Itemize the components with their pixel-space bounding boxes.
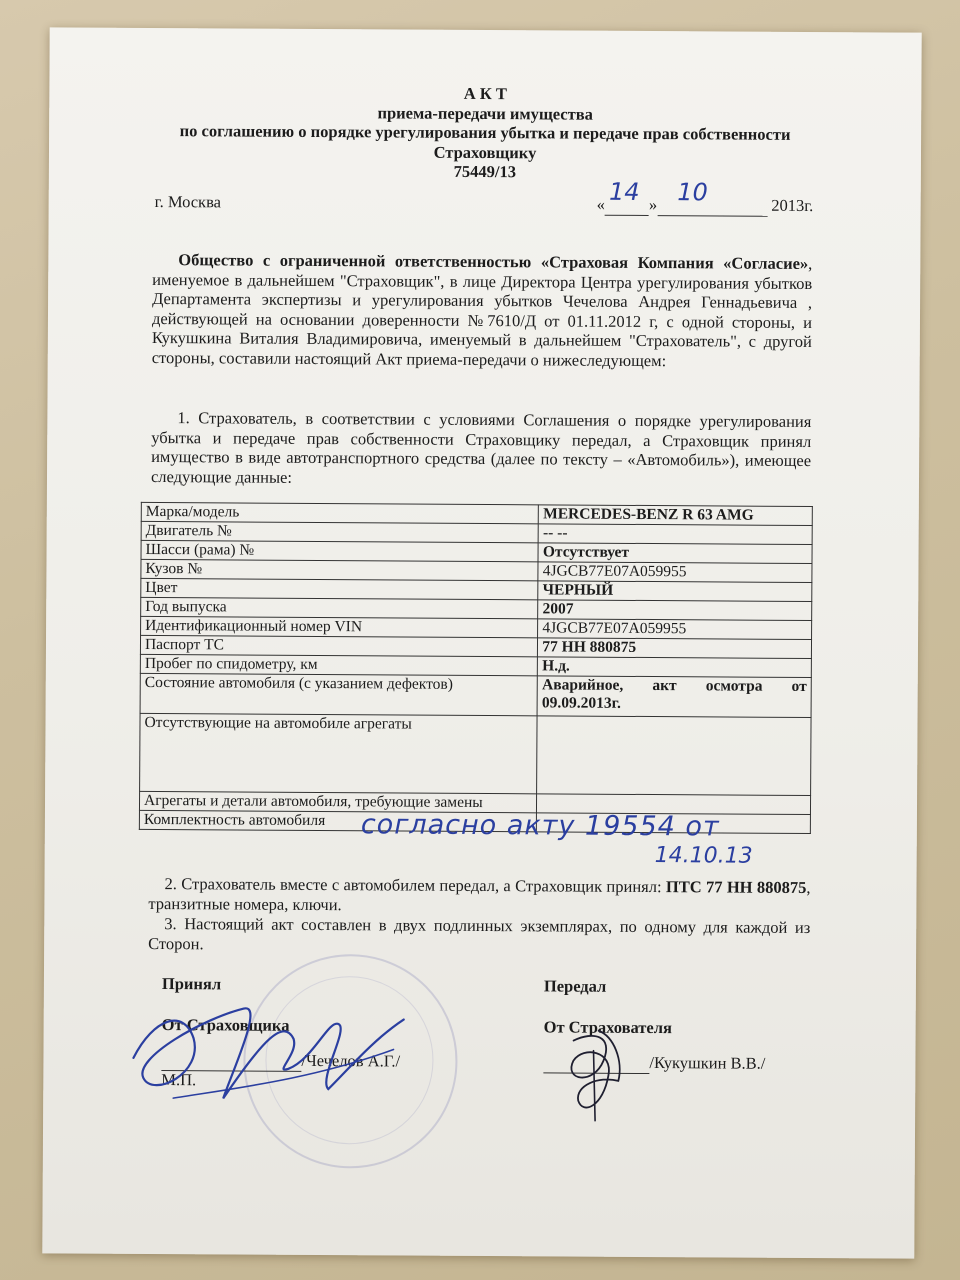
clause-1: 1. Страхователь, в соответствии с условиями Соглашения о порядке урегулирования убытка и передаче прав собственности Страховщику передал, а Страховщик принял имущество в виде автотранспортного средства (далее по тексту – «Автомобиль»), имеющее следующие данные: [150, 408, 812, 487]
right-signature-icon [543, 1020, 654, 1131]
left-sign-name: /Чечелов А.Г./ [301, 1050, 401, 1071]
table-label: Паспорт ТС [140, 635, 537, 656]
left-sign-mp: М.П. [161, 1070, 197, 1090]
table-value [537, 716, 811, 796]
date-month: 10 [677, 178, 708, 207]
table-label: Цвет [141, 578, 538, 599]
table-value: 4JGCB77E07A059955 [538, 619, 812, 640]
table-label: Год выпуска [141, 597, 538, 618]
condition-line-2: 09.09.2013г. [541, 694, 621, 712]
clause-3: 3. Настоящий акт составлен в двух подлинных экземплярах, по одному для каждой из Сторон. [148, 914, 811, 953]
table-value: ЧЕРНЫЙ [538, 581, 812, 602]
date-day-field [605, 177, 649, 216]
table-row [140, 713, 811, 795]
intro-paragraph [152, 250, 813, 371]
place: г. Москва [154, 191, 222, 212]
table-value: Отсутствует [538, 543, 812, 564]
clause-2-text: 2. Страхователь вместе с автомобилем передал, а Страховщик принял: [164, 874, 666, 897]
table-label: Состояние автомобиля (с указанием дефектов) [140, 673, 538, 715]
table-label: Двигатель № [141, 521, 538, 542]
table-value: -- -- [538, 524, 812, 545]
clause-2-pts: ПТС 77 НН 880875 [665, 877, 807, 897]
header-insurer: Страховщику [433, 142, 537, 162]
table-label: Агрегаты и детали автомобиля, требующие замены [139, 791, 536, 812]
clause-2-rest: , транзитные номера, ключи. [148, 877, 811, 914]
left-sign-title: Принял [161, 974, 222, 994]
table-label: Комплектность автомобиля [139, 810, 536, 831]
table-label: Идентификационный номер VIN [141, 616, 538, 637]
left-sign-sub: От Страховщика [161, 1015, 290, 1035]
right-sign-name: /Кукушкин В.В./ [649, 1053, 766, 1073]
header-agreement: по соглашению о порядке урегулирования убытка и передаче прав собственности [179, 121, 791, 144]
table-label: Шасси (рама) № [141, 540, 538, 561]
table-value [537, 676, 811, 718]
table-row [140, 673, 811, 717]
intro-company: Общество с ограниченной ответственностью «Страховая Компания «Согласие» [178, 250, 809, 273]
table-value: 2007 [538, 600, 812, 621]
date-year: 2013г. [771, 195, 814, 216]
date-day: 14 [608, 177, 640, 206]
table-value: 77 НН 880875 [538, 638, 812, 659]
date-quote-open: « [596, 194, 605, 214]
right-sign-sub: От Страхователя [543, 1017, 673, 1038]
table-value: 4JGCB77E07A059955 [538, 562, 812, 583]
vehicle-table [139, 502, 813, 834]
date-line [596, 177, 817, 217]
clause-2 [148, 874, 810, 917]
header-subtitle: приема-передачи имущества [377, 102, 593, 124]
left-signature-icon [113, 978, 414, 1130]
date-month-field [657, 178, 767, 216]
right-sign-title: Передал [543, 976, 607, 996]
date-quote-close: » [648, 195, 658, 215]
table-label: Кузов № [141, 559, 538, 580]
handwritten-note: согласно акту 19554 от [360, 809, 720, 843]
table-label: Отсутствующие на автомобиле агрегаты [140, 713, 538, 793]
intro-text: , именуемое в дальнейшем "Страховщик", в лице Директора Центра урегулирования убытков Департамента экспертизы и урегулирования убытков Чечелова Андрея Геннадьевича , действующей на основании доверенности №7610/Д от 01.11.2012 г, с одной стороны, и Кукушкина Виталия Владимировича, именуемый в дальнейшем "Страхователь", с другой стороны, составили настоящий Акт приема-передачи о нижеследующем: [151, 253, 813, 370]
table-label: Марка/модель [141, 502, 538, 523]
table-value: Н.д. [538, 657, 812, 678]
table-value: MERCEDES-BENZ R 63 AMG [539, 505, 813, 526]
table-label: Пробег по спидометру, км [140, 654, 537, 675]
condition-line-1: Аварийное, акт осмотра от [542, 676, 807, 695]
header-title: А К Т [463, 83, 507, 104]
handwritten-date: 14.10.13 [654, 843, 753, 869]
doc-header [49, 81, 922, 184]
document-sheet [42, 27, 921, 1258]
header-number: 75449/13 [453, 161, 517, 182]
